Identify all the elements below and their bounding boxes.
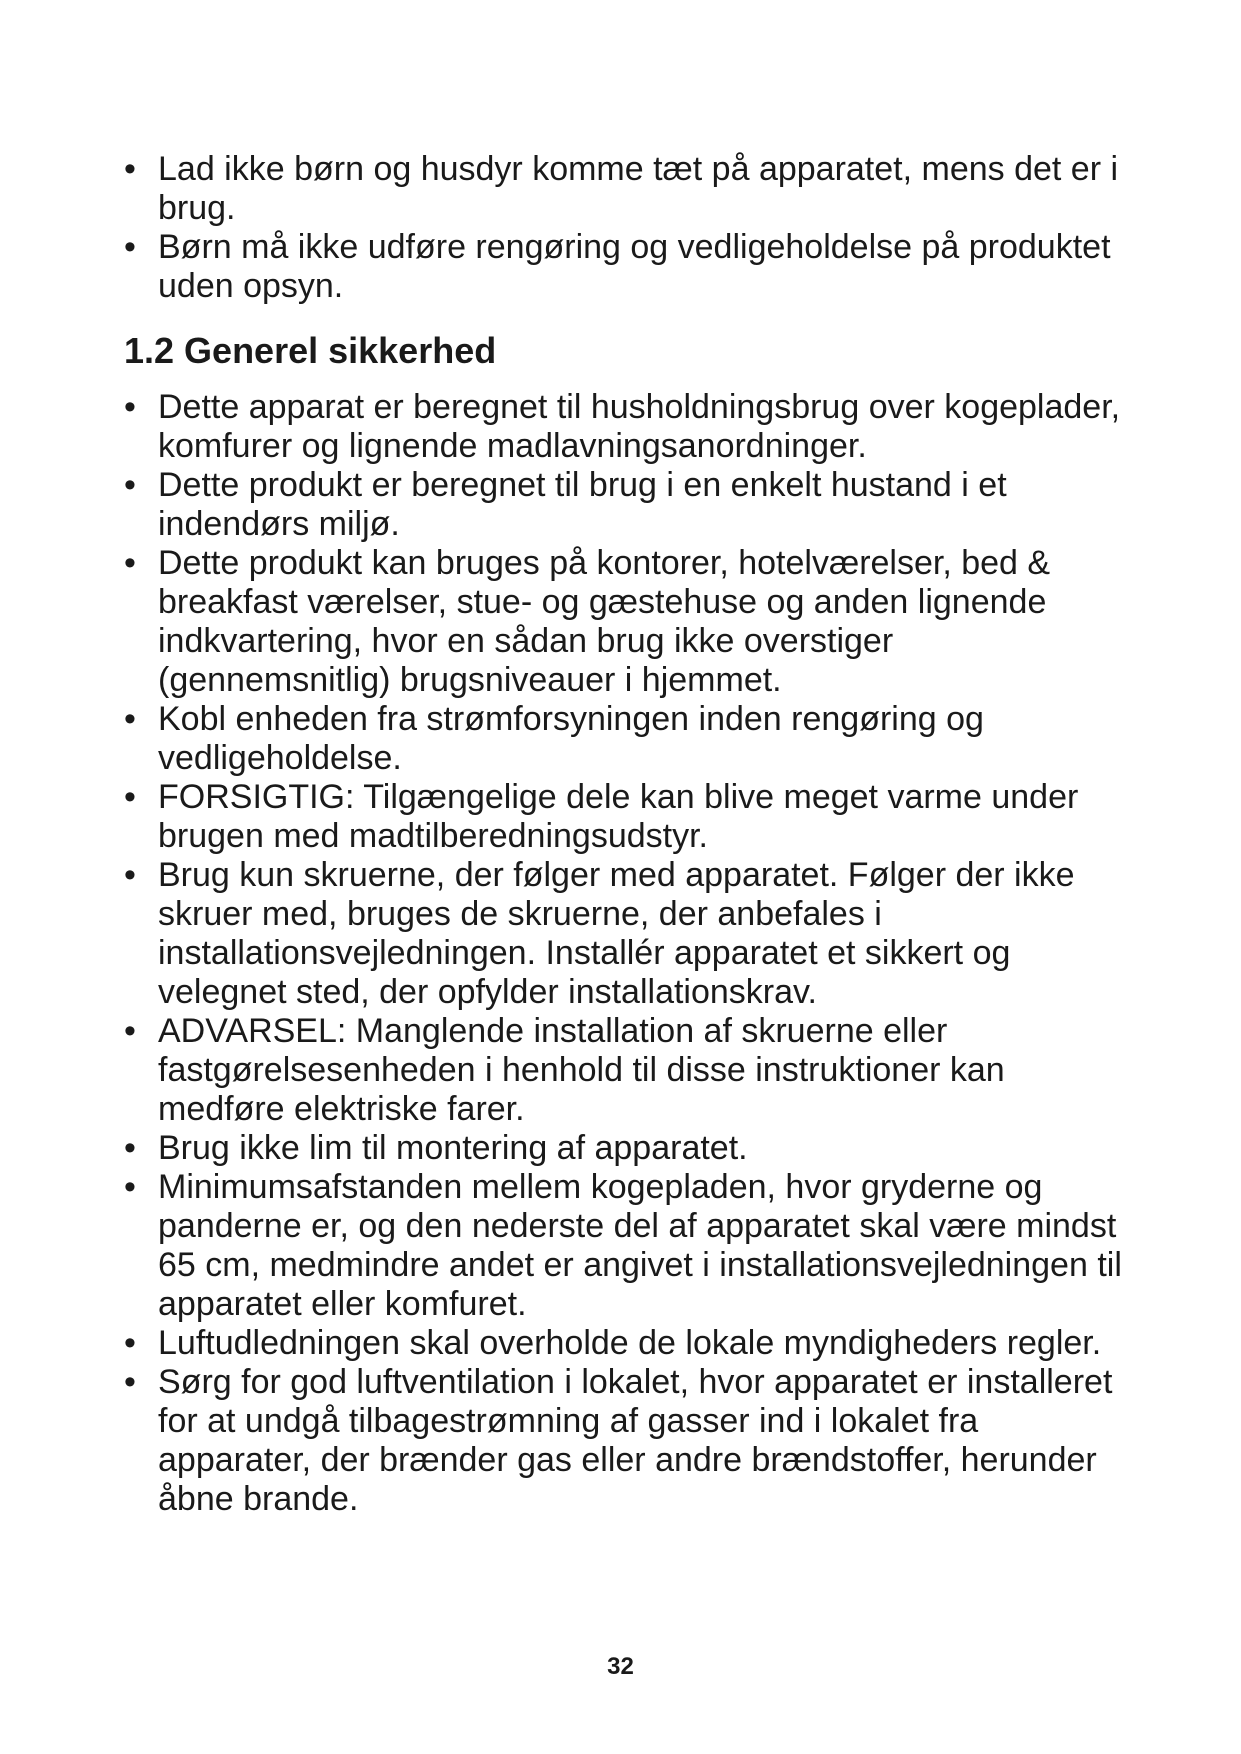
bullet-glyph: •: [124, 1012, 136, 1050]
bullet-glyph: •: [124, 700, 136, 738]
bullet-glyph: •: [124, 1324, 136, 1362]
list-item: [124, 778, 1124, 856]
page-content: [124, 150, 1124, 1519]
intro-bullet-list: [124, 150, 1124, 306]
list-item-text: Luftudledningen skal overholde de lokale myndigheders regler.: [158, 1324, 1102, 1362]
bullet-glyph: •: [124, 466, 136, 504]
list-item-text: Sørg for god luftventilation i lokalet, hvor apparatet er installeret for at undgå tilbagestrømning af gasser ind i lokalet fra apparater, der brænder gas eller andre brændstoffer, herunder åbne brande.: [158, 1363, 1113, 1518]
list-item: [124, 700, 1124, 778]
bullet-glyph: •: [124, 544, 136, 582]
list-item: [124, 1168, 1124, 1324]
list-item: [124, 856, 1124, 1012]
bullet-glyph: •: [124, 150, 136, 188]
list-item-text: Brug ikke lim til montering af apparatet.: [158, 1129, 748, 1167]
bullet-glyph: •: [124, 388, 136, 426]
bullet-glyph: •: [124, 1363, 136, 1401]
bullet-glyph: •: [124, 1129, 136, 1167]
list-item-text: Dette produkt er beregnet til brug i en enkelt hustand i et indendørs miljø.: [158, 466, 1007, 543]
list-item: [124, 1324, 1124, 1363]
list-item-text: Børn må ikke udføre rengøring og vedligeholdelse på produktet uden opsyn.: [158, 228, 1111, 305]
list-item: [124, 388, 1124, 466]
list-item: [124, 228, 1124, 306]
list-item-text: Minimumsafstanden mellem kogepladen, hvor gryderne og panderne er, og den nederste del af apparatet skal være mindst 65 cm, medmindre andet er angivet i installationsvejledningen til apparatet eller komfuret.: [158, 1168, 1122, 1323]
list-item-text: Kobl enheden fra strømforsyningen inden rengøring og vedligeholdelse.: [158, 700, 984, 777]
list-item: [124, 1129, 1124, 1168]
list-item: [124, 1012, 1124, 1129]
list-item-text: Dette produkt kan bruges på kontorer, hotelværelser, bed & breakfast værelser, stue- og gæstehuse og anden lignende indkvartering, hvor en sådan brug ikke overstiger (gennemsnitlig) brugsniveauer i hjemmet.: [158, 544, 1051, 699]
list-item: [124, 544, 1124, 700]
safety-bullet-list: [124, 388, 1124, 1519]
list-item: [124, 466, 1124, 544]
bullet-glyph: •: [124, 1168, 136, 1206]
bullet-glyph: •: [124, 228, 136, 266]
section-heading: 1.2 Generel sikkerhed: [124, 330, 497, 371]
list-item-text: FORSIGTIG: Tilgængelige dele kan blive meget varme under brugen med madtilberedningsudstyr.: [158, 778, 1079, 855]
list-item-text: Lad ikke børn og husdyr komme tæt på apparatet, mens det er i brug.: [158, 150, 1119, 227]
list-item-text: ADVARSEL: Manglende installation af skruerne eller fastgørelsesenheden i henhold til disse instruktioner kan medføre elektriske farer.: [158, 1012, 1005, 1128]
list-item: [124, 150, 1124, 228]
bullet-glyph: •: [124, 856, 136, 894]
page-number: 32: [607, 1653, 634, 1680]
bullet-glyph: •: [124, 778, 136, 816]
list-item: [124, 1363, 1124, 1519]
list-item-text: Dette apparat er beregnet til husholdningsbrug over kogeplader, komfurer og lignende madlavningsanordninger.: [158, 388, 1121, 465]
list-item-text: Brug kun skruerne, der følger med apparatet. Følger der ikke skruer med, bruges de skruerne, der anbefales i installationsvejledningen. Installér apparatet et sikkert og velegnet sted, der opfylder installationskrav.: [158, 856, 1075, 1011]
